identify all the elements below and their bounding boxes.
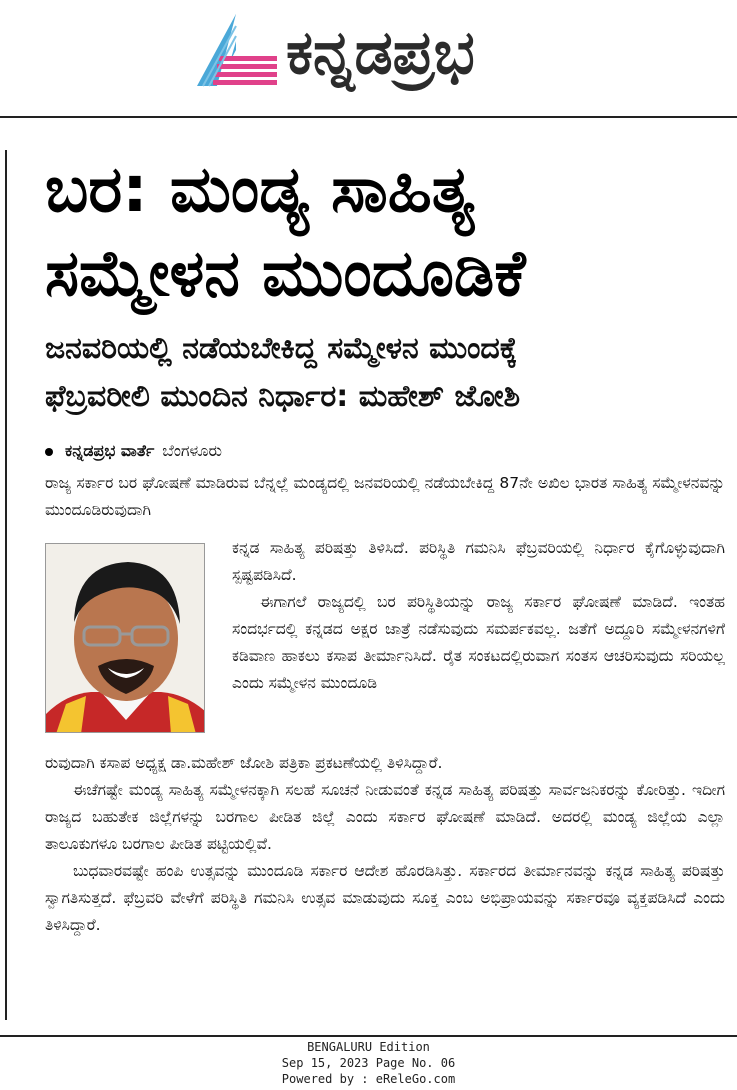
byline-source: ಕನ್ನಡಪ್ರಭ ವಾರ್ತೆ: [65, 441, 155, 460]
footer-powered-by: Powered by : eReleGo.com: [281, 1072, 456, 1086]
footer-edition: BENGALURU Edition: [307, 1040, 430, 1054]
headline-line: ಬರ: ಮಂಡ್ಯ ಸಾಹಿತ್ಯ: [45, 153, 475, 227]
footer-divider: [0, 1035, 737, 1037]
article-paragraph: [232, 535, 725, 697]
kannadaprabha-logo-icon: [193, 12, 279, 88]
article-paragraph: [45, 470, 725, 524]
author-photo: [45, 543, 205, 733]
paragraph-text: ಬುಧವಾರವಷ್ಟೇ ಹಂಪಿ ಉತ್ಸವನ್ನು ಮುಂದೂಡಿ ಸರ್ಕಾರ ಆದೇಶ ಹೊರಡಿಸಿತ್ತು. ಸರ್ಕಾರದ ತೀರ್ಮಾನವನ್ನು ಕನ್ನಡ ಸಾಹಿತ್ಯ ಪರಿಷತ್ತು ಸ್ವಾಗತಿಸುತ್ತದೆ. ಫೆಬ್ರವರಿ ವೇಳೆಗೆ ಪರಿಸ್ಥಿತಿ ಗಮನಿಸಿ ಉತ್ಸವ ಮಾಡುವುದು ಸೂಕ್ತ ಎಂಬ ಅಭಿಪ್ರಾಯವನ್ನು ಸರ್ಕಾರವೂ ವ್ಯಕ್ತಪಡಿಸಿದೆ ಎಂದು ತಿಳಿಸಿದ್ದಾರೆ.: [45, 862, 725, 934]
paragraph-text: ಈಚೆಗಷ್ಟೇ ಮಂಡ್ಯ ಸಾಹಿತ್ಯ ಸಮ್ಮೇಳನಕ್ಕಾಗಿ ಸಲಹೆ ಸೂಚನೆ ನೀಡುವಂತೆ ಕನ್ನಡ ಸಾಹಿತ್ಯ ಪರಿಷತ್ತು ಸಾರ್ವಜನಿಕರನ್ನು ಕೋರಿತ್ತು. ಇದೀಗ ರಾಜ್ಯದ ಬಹುತೇಕ ಜಿಲ್ಲೆಗಳನ್ನು ಬರಗಾಲ ಪೀಡಿತ ಜಿಲ್ಲೆ ಎಂದು ಸರ್ಕಾರ ಘೋಷಣೆ ಮಾಡಿದೆ. ಅದರಲ್ಲಿ ಮಂಡ್ಯ ಜಿಲ್ಲೆಯ ಎಲ್ಲಾ ತಾಲೂಕುಗಳೂ ಬರಗಾಲ ಪೀಡಿತ ಪಟ್ಟಿಯಲ್ಲಿವೆ.: [45, 781, 725, 853]
subheadline: [45, 325, 735, 421]
bullet-icon: [45, 448, 53, 456]
byline: [45, 438, 222, 464]
paragraph-text: ರುವುದಾಗಿ ಕಸಾಪ ಅಧ್ಯಕ್ಷ ಡಾ.ಮಹೇಶ್ ಜೋಶಿ ಪತ್ರಿಕಾ ಪ್ರಕಟಣೆಯಲ್ಲಿ ತಿಳಿಸಿದ್ದಾರೆ.: [45, 754, 443, 772]
masthead-divider: [0, 116, 737, 118]
paragraph-text: ಈಗಾಗಲೆ ರಾಜ್ಯದಲ್ಲಿ ಬರ ಪರಿಸ್ಥಿತಿಯನ್ನು ರಾಜ್ಯ ಸರ್ಕಾರ ಘೋಷಣೆ ಮಾಡಿದೆ. ಇಂತಹ ಸಂದರ್ಭದಲ್ಲಿ ಕನ್ನಡದ ಅಕ್ಷರ ಜಾತ್ರೆ ನಡೆಸುವುದು ಸಮರ್ಪಕವಲ್ಲ. ಜತೆಗೆ ಅದ್ದೂರಿ ಸಮ್ಮೇಳನಗಳಿಗೆ ಕಡಿವಾಣ ಹಾಕಲು ಕಸಾಪ ತೀರ್ಮಾನಿಸಿದೆ. ರೈತ ಸಂಕಟದಲ್ಲಿರುವಾಗ ಸಂತಸ ಆಚರಿಸುವುದು ಸರಿಯಲ್ಲ ಎಂದು ಸಮ್ಮೇಳನ ಮುಂದೂಡಿ: [232, 593, 725, 692]
portrait-image: [46, 544, 205, 733]
column-rule: [5, 150, 7, 1020]
subheadline-line: ಫೆಬ್ರವರೀಲಿ ಮುಂದಿನ ನಿರ್ಧಾರ: ಮಹೇಶ್ ಜೋಶಿ: [45, 379, 521, 414]
footer-date-page: Sep 15, 2023 Page No. 06: [281, 1056, 456, 1070]
page-footer: [0, 1039, 737, 1087]
paragraph-text: ಕನ್ನಡ ಸಾಹಿತ್ಯ ಪರಿಷತ್ತು ತಿಳಿಸಿದೆ. ಪರಿಸ್ಥಿತಿ ಗಮನಿಸಿ ಫೆಬ್ರವರಿಯಲ್ಲಿ ನಿರ್ಧಾರ ಕೈಗೊಳ್ಳುವುದಾಗಿ ಸ್ಪಷ್ಟಪಡಿಸಿದೆ.: [232, 539, 725, 584]
headline-line: ಸಮ್ಮೇಳನ ಮುಂದೂಡಿಕೆ: [45, 237, 526, 311]
paragraph-text: ರಾಜ್ಯ ಸರ್ಕಾರ ಬರ ಘೋಷಣೆ ಮಾಡಿರುವ ಬೆನ್ನಲ್ಲೆ ಮಂಡ್ಯದಲ್ಲಿ ಜನವರಿಯಲ್ಲಿ ನಡೆಯಬೇಕಿದ್ದ 87ನೇ ಅಖಿಲ ಭಾರತ ಸಾಹಿತ್ಯ ಸಮ್ಮೇಳನವನ್ನು ಮುಂದೂಡಿರುವುದಾಗಿ: [45, 474, 725, 519]
article-paragraph: [45, 750, 725, 939]
masthead: [0, 0, 737, 118]
masthead-logo-text: ಕನ್ನಡಪ್ರಭ: [286, 18, 475, 88]
headline: [45, 148, 725, 316]
subheadline-line: ಜನವರಿಯಲ್ಲಿ ನಡೆಯಬೇಕಿದ್ದ ಸಮ್ಮೇಳನ ಮುಂದಕ್ಕೆ: [45, 331, 518, 366]
byline-place: ಬೆಂಗಳೂರು: [162, 441, 223, 460]
